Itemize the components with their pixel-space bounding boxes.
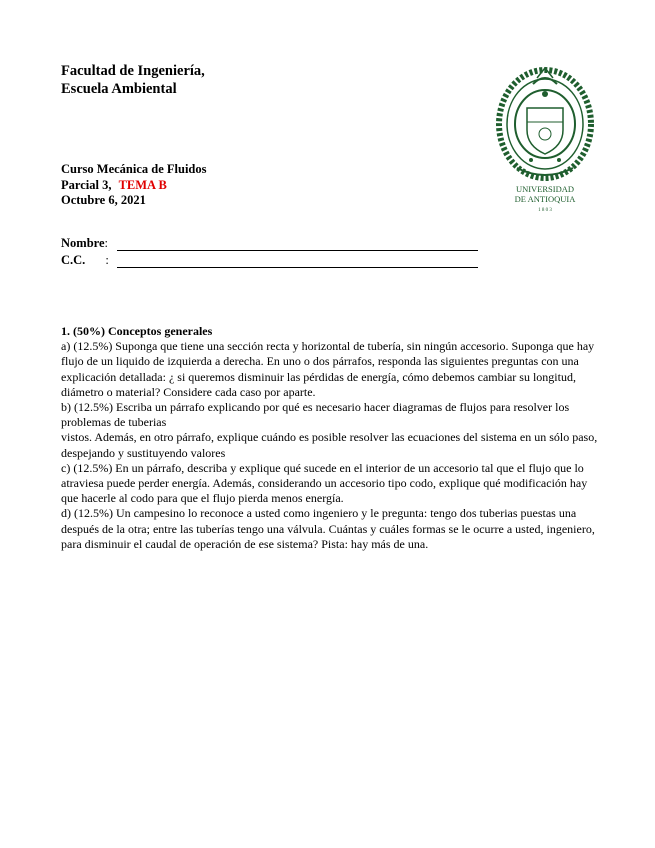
id-row — [61, 253, 478, 268]
course-name: Curso Mecánica de Fluidos — [61, 162, 207, 176]
tema-label: TEMA B — [118, 177, 167, 192]
question-1-title: 1. (50%) Conceptos generales — [61, 324, 213, 338]
logo-text-line2: DE ANTIOQUIA — [514, 194, 576, 204]
question-1b-part1: b) (12.5%) Escriba un párrafo explicando por qué es necesario hacer diagramas de flujos para resolver los problemas de tuberias — [61, 400, 570, 430]
question-1d: d) (12.5%) Un campesino lo reconoce a usted como ingeniero y le pregunta: tengo dos tuberias puestas una después de la otra; entre las tuberías tengo una válvula. Cuántas y cuáles formas se le ocurre a usted, ingeniero, para disminuir el caudal de operación de ese sistema? Pista: hay más de una. — [61, 506, 595, 551]
exam-name: Parcial 3, — [61, 177, 112, 192]
question-1b-part2: vistos. Además, en otro párrafo, explique cuándo es posible resolver las ecuaciones del sistema en un sólo paso, despejando y sustituyendo valores — [61, 430, 598, 460]
question-1c: c) (12.5%) En un párrafo, describa y explique qué sucede en el interior de un accesorio tal que el flujo que lo atraviesa puede perder energía. Además, considerando un accesorio tipo codo, explique qué modificación hay que hacerle al codo para que el flujo pierda menos energía. — [61, 460, 588, 506]
name-colon: : — [104, 236, 108, 250]
logo-year: 1 8 0 3 — [538, 208, 552, 213]
university-seal-logo — [493, 64, 597, 214]
logo-text-line1: UNIVERSIDAD — [515, 184, 575, 194]
course-info — [61, 162, 206, 209]
school-name: Escuela Ambiental — [61, 81, 177, 97]
faculty-name: Facultad de Ingeniería, — [61, 63, 205, 79]
id-blank-line[interactable] — [117, 255, 478, 268]
faculty-header — [61, 62, 205, 98]
id-colon: : — [105, 253, 109, 267]
exam-line — [61, 178, 206, 194]
student-fields — [61, 236, 478, 268]
exam-date: Octubre 6, 2021 — [61, 193, 146, 207]
name-label: Nombre — [61, 236, 105, 250]
question-1a: a) (12.5%) Suponga que tiene una sección recta y horizontal de tubería, sin ningún accesorio. Suponga que hay flujo de un liquido de izquierda a derecha. En uno o dos párrafos, responda las siguientes preguntas con una explicación detallada: ¿ si queremos disminuir las pérdidas de energía, cómo debemos cambiar su longitud, diámetro o material? Considere cada caso por aparte. — [61, 339, 595, 399]
id-label: C.C. — [61, 253, 86, 267]
question-section — [61, 324, 601, 552]
name-blank-line[interactable] — [117, 238, 478, 251]
name-row — [61, 236, 478, 251]
